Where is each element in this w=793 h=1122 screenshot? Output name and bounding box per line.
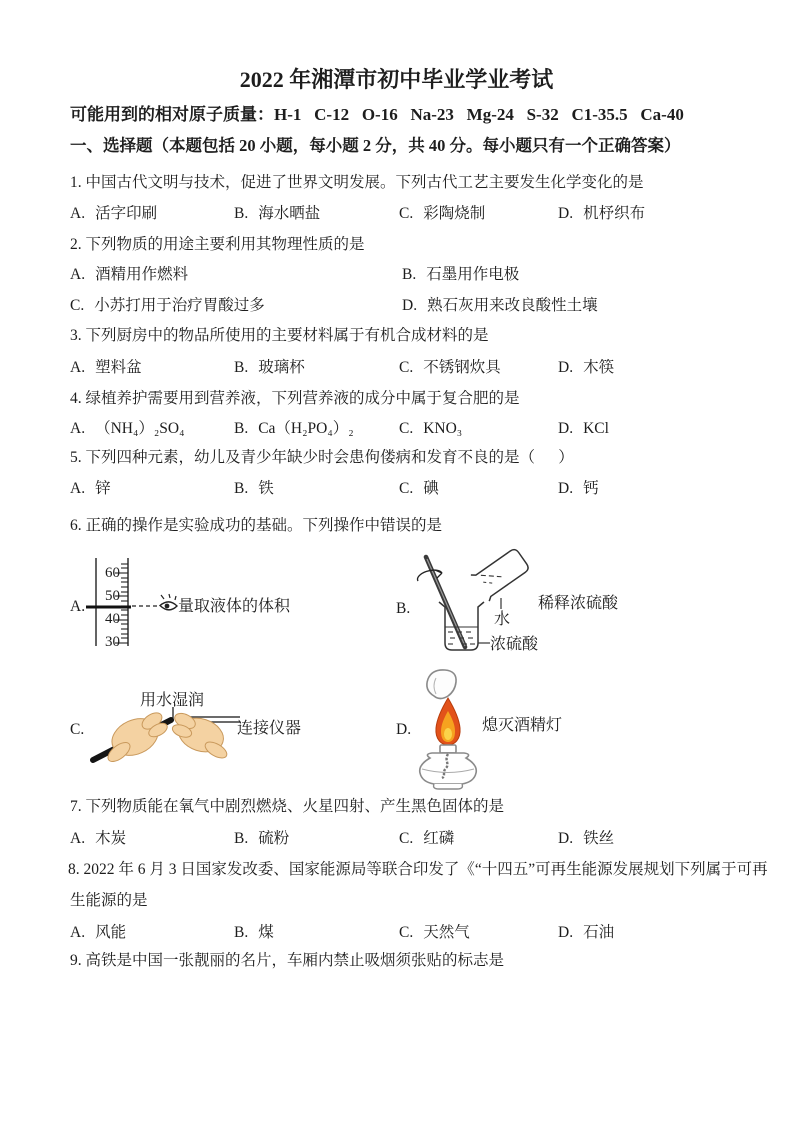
option-label: B. bbox=[234, 924, 249, 941]
question-8-text-line2: 生能源的是 bbox=[70, 892, 148, 909]
diagram-a-caption: 量取液体的体积 bbox=[178, 598, 291, 615]
q8-option-c bbox=[399, 923, 470, 943]
q2-option-b bbox=[402, 265, 519, 285]
q5-option-d bbox=[558, 479, 599, 499]
q1-option-a bbox=[70, 204, 157, 224]
option-text: 熟石灰用来改良酸性土壤 bbox=[427, 297, 598, 314]
q2-option-c bbox=[70, 296, 265, 316]
question-4-text: 4. 绿植养护需要用到营养液，下列营养液的成分中属于复合肥的是 bbox=[70, 390, 520, 407]
option-text: 玻璃杯 bbox=[258, 359, 305, 376]
question-8-text-line1: 8. 2022 年 6 月 3 日国家发改委、国家能源局等联合印发了《“十四五”可再生能源发展规划下列属于可再 bbox=[68, 861, 768, 878]
option-label: C. bbox=[399, 420, 414, 437]
q3-option-d bbox=[558, 358, 614, 378]
option-label: D. bbox=[402, 297, 418, 314]
diagram-b-caption: 稀释浓硫酸 bbox=[538, 595, 619, 612]
page-title: 2022 年湘潭市初中毕业学业考试 bbox=[239, 67, 554, 92]
option-label: C. bbox=[399, 830, 414, 847]
option-text: 碘 bbox=[423, 480, 439, 497]
q3-option-a bbox=[70, 358, 142, 378]
option-label: D. bbox=[558, 480, 574, 497]
option-label: A. bbox=[70, 924, 86, 941]
lamp-body bbox=[420, 745, 477, 789]
option-text: 小苏打用于治疗胃酸过多 bbox=[94, 297, 265, 314]
question-3-text: 3. 下列厨房中的物品所使用的主要材料属于有机合成材料的是 bbox=[70, 327, 489, 344]
q8-option-a bbox=[70, 923, 126, 943]
q8-option-d bbox=[558, 923, 614, 943]
option-text: 煤 bbox=[258, 924, 274, 941]
option-text: 木筷 bbox=[583, 359, 615, 376]
option-text: 酒精用作燃料 bbox=[95, 266, 189, 283]
q4-option-d bbox=[558, 419, 609, 439]
right-hand bbox=[171, 710, 230, 761]
scale-mark-40: 40 bbox=[105, 611, 120, 627]
q7-option-b bbox=[234, 829, 289, 849]
section-heading: 一、选择题（本题包括 20 小题，每小题 2 分，共 40 分。每小题只有一个正确答案） bbox=[70, 136, 681, 155]
option-text: 铁丝 bbox=[583, 830, 615, 847]
option-text: （NH₄）₂SO₄ bbox=[95, 420, 185, 437]
option-text: 机杼织布 bbox=[583, 205, 646, 222]
q1-option-c bbox=[399, 204, 485, 224]
option-label: A. bbox=[70, 359, 86, 376]
q5-option-c bbox=[399, 479, 439, 499]
option-label: C. bbox=[399, 924, 414, 941]
option-text: 风能 bbox=[95, 924, 127, 941]
q4-option-a bbox=[70, 419, 185, 439]
option-text: 活字印刷 bbox=[95, 205, 158, 222]
flame-icon bbox=[436, 698, 460, 745]
option-text: 不锈钢炊具 bbox=[423, 359, 501, 376]
question-6-text: 6. 正确的操作是实验成功的基础。下列操作中错误的是 bbox=[70, 517, 443, 534]
scale-mark-60: 60 bbox=[105, 565, 120, 581]
option-text: 石墨用作电极 bbox=[426, 266, 520, 283]
option-label: B. bbox=[402, 266, 417, 283]
option-label: D. bbox=[558, 420, 574, 437]
scale-mark-30: 30 bbox=[105, 634, 120, 650]
question-2-text: 2. 下列物质的用途主要利用其物理性质的是 bbox=[70, 236, 365, 253]
q2-option-a bbox=[70, 265, 188, 285]
wet-with-water-note: 用水湿润 bbox=[140, 692, 205, 709]
option-text: 木炭 bbox=[95, 830, 127, 847]
option-label: A. bbox=[70, 266, 86, 283]
option-text: 海水晒盐 bbox=[258, 205, 321, 222]
option-label: B. bbox=[234, 359, 249, 376]
atomic-masses-line: 可能用到的相对原子质量：H-1 C-12 O-16 Na-23 Mg-24 S-32 C1-35.5 Ca-40 bbox=[70, 105, 684, 124]
question-9-text: 9. 高铁是中国一张靓丽的名片，车厢内禁止吸烟须张贴的标志是 bbox=[70, 952, 505, 969]
q3-option-b bbox=[234, 358, 305, 378]
option-label: D. bbox=[558, 924, 574, 941]
option-label: A. bbox=[70, 205, 86, 222]
option-label: D. bbox=[558, 830, 574, 847]
option-label: D. bbox=[558, 205, 574, 222]
q1-option-b bbox=[234, 204, 320, 224]
option-label: A. bbox=[70, 480, 86, 497]
scale-mark-50: 50 bbox=[105, 588, 120, 604]
diagram-d-caption: 熄灭酒精灯 bbox=[482, 717, 563, 734]
connecting-tubes-hands-icon bbox=[85, 690, 240, 770]
option-label: C. bbox=[399, 480, 414, 497]
q7-option-c bbox=[399, 829, 454, 849]
q7-option-d bbox=[558, 829, 614, 849]
q4-option-c bbox=[399, 419, 462, 439]
option-label: C. bbox=[70, 297, 85, 314]
q2-option-d bbox=[402, 296, 598, 316]
option-text: 铁 bbox=[258, 480, 274, 497]
diagram-a-letter: A. bbox=[70, 598, 86, 615]
alcohol-lamp-icon bbox=[412, 668, 487, 792]
option-text: 塑料盆 bbox=[95, 359, 142, 376]
option-text: 硫粉 bbox=[258, 830, 290, 847]
q5-option-a bbox=[70, 479, 111, 499]
water-label: 水 bbox=[494, 611, 511, 628]
option-label: B. bbox=[234, 830, 249, 847]
q5-option-b bbox=[234, 479, 274, 499]
eye-icon bbox=[160, 594, 177, 610]
diagram-c-letter: C. bbox=[70, 721, 85, 738]
diagram-c-caption: 连接仪器 bbox=[237, 720, 302, 737]
diagram-b-letter: B. bbox=[396, 600, 411, 617]
option-text: 钙 bbox=[583, 480, 599, 497]
q8-option-b bbox=[234, 923, 274, 943]
option-label: A. bbox=[70, 420, 86, 437]
option-text: KNO₃ bbox=[423, 420, 463, 437]
option-label: A. bbox=[70, 830, 86, 847]
option-label: D. bbox=[558, 359, 574, 376]
question-7-text: 7. 下列物质能在氧气中剧烈燃烧、火星四射、产生黑色固体的是 bbox=[70, 798, 505, 815]
option-label: C. bbox=[399, 359, 414, 376]
option-label: B. bbox=[234, 480, 249, 497]
option-text: 天然气 bbox=[423, 924, 470, 941]
option-text: KCl bbox=[583, 420, 609, 437]
option-label: C. bbox=[399, 205, 414, 222]
lamp-cap bbox=[427, 670, 456, 699]
option-text: 红磷 bbox=[423, 830, 455, 847]
q3-option-c bbox=[399, 358, 501, 378]
diagram-d-letter: D. bbox=[396, 721, 412, 738]
rotation-arrow-icon bbox=[418, 570, 442, 581]
question-5-text: 5. 下列四种元素，幼儿及青少年缺少时会患佝偻病和发育不良的是（ ） bbox=[70, 449, 574, 466]
q1-option-d bbox=[558, 204, 645, 224]
pouring-beaker bbox=[471, 545, 532, 601]
option-text: 石油 bbox=[583, 924, 615, 941]
q4-option-b bbox=[234, 419, 354, 439]
option-text: Ca（H₂PO₄）₂ bbox=[258, 420, 354, 437]
q7-option-a bbox=[70, 829, 126, 849]
option-text: 彩陶烧制 bbox=[423, 205, 486, 222]
option-text: 锌 bbox=[95, 480, 111, 497]
option-label: B. bbox=[234, 420, 249, 437]
option-label: B. bbox=[234, 205, 249, 222]
left-hand bbox=[105, 710, 170, 766]
acid-label: 浓硫酸 bbox=[490, 636, 539, 653]
question-1-text: 1. 中国古代文明与技术，促进了世界文明发展。下列古代工艺主要发生化学变化的是 bbox=[70, 174, 644, 191]
